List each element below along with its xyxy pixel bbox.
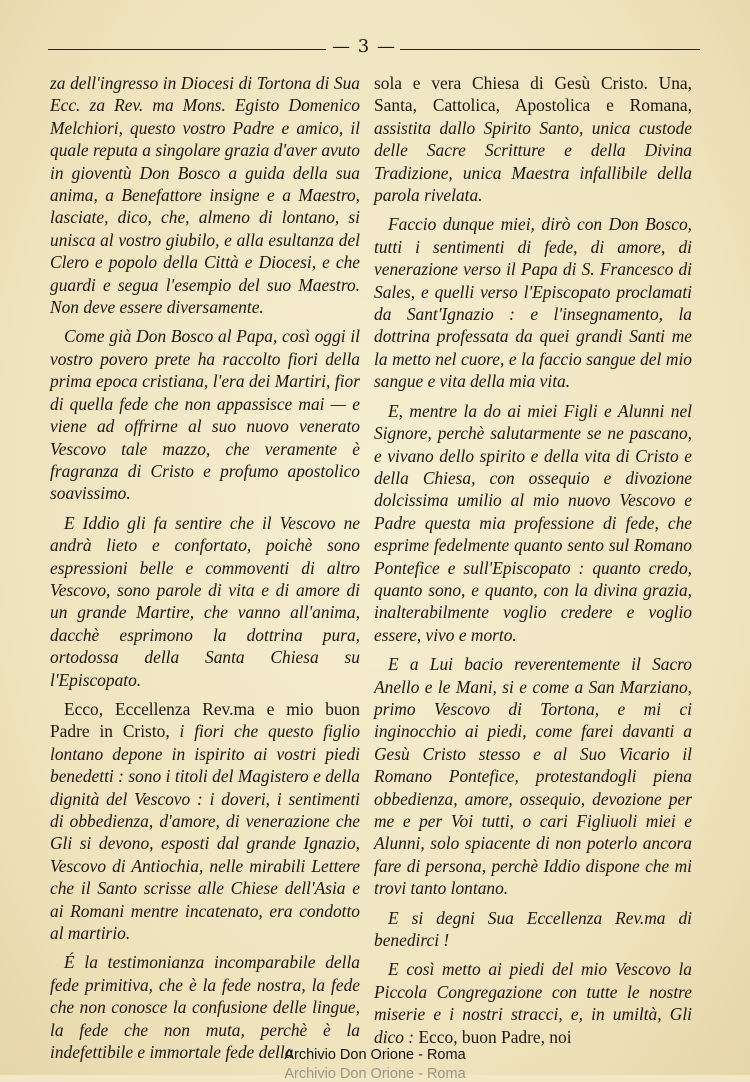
archive-footer-ghost: Archivio Don Orione - Roma <box>284 1066 466 1082</box>
paragraph: Come già Don Bosco al Papa, così oggi il vostro povero prete ha raccolto fiori della prima epoca cristiana, l'era dei Martiri, fior di quella fede che non appassisce mai — e viene ad offrirne al suo nuovo venerato Vescovo tale mazzo, che veramente è fragranza di Cristo e profumo apostolico soavissimo. <box>50 326 360 504</box>
italic-text: assistita dallo Spirito Santo, unica custode delle Sacre Scritture e della Divina Tradizione, unica Maestra infallibile della parola rivelata. <box>374 117 692 206</box>
page-header <box>48 36 700 58</box>
paragraph: Faccio dunque miei, dirò con Don Bosco, tutti i sentimenti di fede, di amore, di venerazione verso il Papa di S. Francesco di Sales, e quelli verso l'Episcopato proclamati da Sant'Ignazio : e l'insegnamento, la dottrina professata da quei grandi Santi me la metto nel cuore, e la faccio sangue del mio sangue e vita della mia vita. <box>374 214 692 392</box>
paragraph: E a Lui bacio reverentemente il Sacro Anello e le Mani, si e come a San Marziano, primo Vescovo di Tortona, e mi ci inginocchio ai piedi, come farei davanti a Gesù Cristo stesso e al Suo Vicario il Romano Pontefice, protestandogli piena obbedienza, amore, ossequio, devozione per me e per Voi tutti, o cari Figliuoli miei e Alunni, solo spiacente di non poterlo ancora fare di persona, perchè Iddio dispone che mi trovi tanto lontano. <box>374 654 692 899</box>
paragraph: E, mentre la do ai miei Figli e Alunni nel Signore, perchè salutarmente se ne pascano, e vivano dello spirito e della vita di Cristo e della Chiesa, con ossequio e divozione dolcissima umilio al mio nuovo Vescovo e Padre questa mia professione di fede, che esprime fedelmente quanto sento sul Romano Pontefice e sull'Episcopato : quanto credo, quanto sono, e quanto, con la divina grazia, inalterabilmente voglio credere e voglio essere, vivo e morto. <box>374 400 692 645</box>
paragraph-mixed <box>374 72 692 206</box>
paragraph-mixed <box>50 698 360 944</box>
paragraph: É la testimonianza incomparabile della fede primitiva, che è la fede nostra, la fede che non conosce la confusione delle lingue, la fede che non muta, perchè è la indefettibile e immortale fede della <box>50 952 360 1063</box>
roman-text: Ecco, buon Padre, noi <box>418 1026 572 1047</box>
italic-text: E così metto ai piedi del mio Vescovo la Piccola Congregazione con tutte le nostre miserie e i nostri stracci, e, in umiltà, Gli dico : <box>374 959 692 1047</box>
italic-text: i fiori che questo figlio lontano depone in ispirito ai vostri piedi benedetti : sono i titoli del Magistero e della dignità del Vescovo : i doveri, i sentimenti di obbedienza, d'amore, di venerazione che Gli si devono, esposti dal grande Ignazio, Vescovo di Antiochia, nelle mirabili Lettere che il Santo scrisse alle Chiese dell'Asia e ai Romani mentre incatenato, era condotto al martirio. <box>50 721 360 944</box>
paragraph: E Iddio gli fa sentire che il Vescovo ne andrà lieto e confortato, poichè sono espressioni belle e commoventi di altro Vescovo, sono parole di vita e di amore di un grande Martire, che vanno all'anima, dacchè esprimono la dottrina pura, ortodossa della Santa Chiesa su l'Episcopato. <box>50 512 360 690</box>
paragraph: E si degni Sua Eccellenza Rev.ma di benedirci ! <box>374 907 692 951</box>
right-column <box>374 72 692 1055</box>
archive-footer: Archivio Don Orione - Roma <box>284 1047 466 1063</box>
header-rule-right <box>400 49 700 50</box>
roman-text: Ecco, Eccellenza Rev.ma e mio buon Padre in Cristo, <box>50 698 360 742</box>
page-number: — 3 — <box>332 36 396 57</box>
left-column <box>50 72 360 1070</box>
paragraph: za dell'ingresso in Diocesi di Tortona di Sua Ecc. za Rev. ma Mons. Egisto Domenico Melchiori, questo vostro Padre e amico, il quale reputa a singolare grazia d'aver avuto in gioventù Don Bosco a guida della sua anima, a Benefattore insigne e a Maestro, lasciate, dico, che, almeno di lontano, si unisca al vostro giubilo, e alla esultanza del Clero e popolo della Città e Diocesi, e che guardi e segua l'esempio del suo Maestro. Non deve essere diversamente. <box>50 73 360 318</box>
roman-text: sola e vera Chiesa di Gesù Cristo. Una, Santa, Cattolica, Apostolica e Romana, <box>374 73 692 116</box>
paragraph-mixed <box>374 958 692 1048</box>
header-rule-left <box>48 49 326 50</box>
